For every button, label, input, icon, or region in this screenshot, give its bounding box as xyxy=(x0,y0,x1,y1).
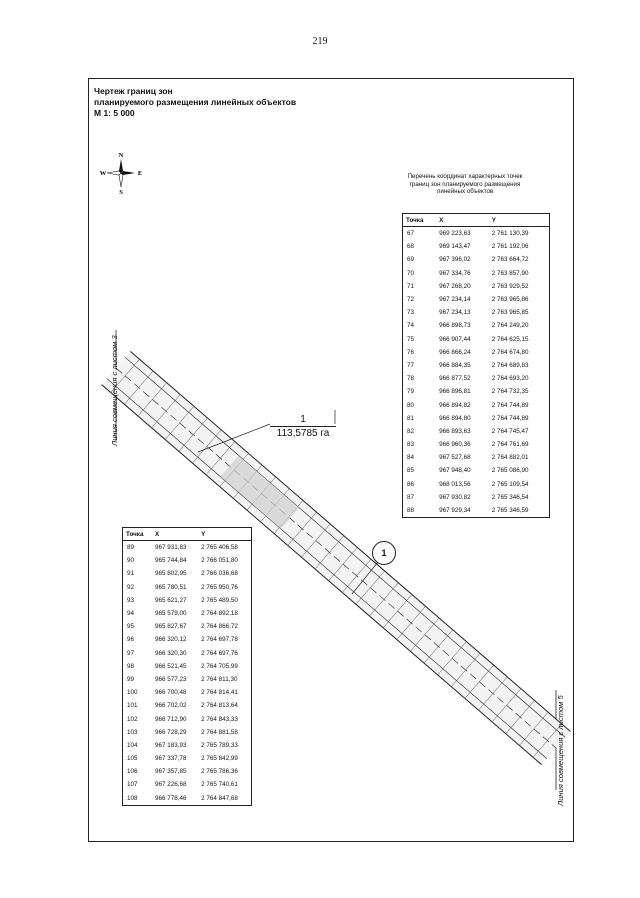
y-cell: 2 764 249,20 xyxy=(491,322,529,330)
x-cell: 967 930,82 xyxy=(439,493,471,501)
col-y: Y xyxy=(198,528,251,541)
x-cell: 965 802,95 xyxy=(154,570,187,578)
y-cell: 2 764 847,68 xyxy=(201,794,238,802)
point-cell: 80 xyxy=(407,401,415,409)
point-cell: 100 xyxy=(127,689,138,697)
x-cell: 966 521,45 xyxy=(154,662,187,670)
point-cell: 87 xyxy=(407,493,415,501)
table-row xyxy=(403,227,550,241)
x-cell: 967 183,93 xyxy=(154,741,187,749)
col-point: Точка xyxy=(403,214,437,227)
point-cell: 79 xyxy=(407,388,415,396)
y-cell: 2 764 732,35 xyxy=(491,388,529,396)
zone-circle-label: 1 xyxy=(372,541,396,565)
table-row xyxy=(123,739,252,752)
y-cell: 2 764 697,76 xyxy=(201,649,238,657)
y-cell: 2 764 866,72 xyxy=(201,623,238,631)
point-cell: 92 xyxy=(127,583,135,591)
table-row xyxy=(123,567,252,580)
x-cell: 966 893,63 xyxy=(439,427,471,435)
y-cell: 2 765 109,54 xyxy=(491,480,529,488)
match-line-left-label: Линия совмещения с листом 3 xyxy=(110,335,119,446)
coords-table-2 xyxy=(122,527,252,806)
table-row xyxy=(403,280,550,293)
point-cell: 108 xyxy=(127,794,138,802)
x-cell: 966 866,24 xyxy=(439,348,471,356)
x-cell: 967 226,68 xyxy=(154,781,187,789)
table-row xyxy=(403,319,550,332)
point-cell: 70 xyxy=(407,269,415,277)
y-cell: 2 764 745,47 xyxy=(491,427,529,435)
y-cell: 2 765 406,58 xyxy=(201,544,238,552)
zone-area-label xyxy=(270,413,336,440)
y-cell: 2 764 813,64 xyxy=(201,702,238,710)
table-row xyxy=(123,792,252,806)
x-cell: 966 896,81 xyxy=(439,388,471,396)
y-cell: 2 764 882,01 xyxy=(491,454,529,462)
table-row xyxy=(403,491,550,504)
point-cell: 102 xyxy=(127,715,138,723)
col-point: Точка xyxy=(123,528,152,541)
table-row xyxy=(123,752,252,765)
y-cell: 2 763 965,85 xyxy=(491,309,529,317)
point-cell: 88 xyxy=(407,507,415,515)
point-cell: 81 xyxy=(407,414,415,422)
table-row xyxy=(123,620,252,633)
y-cell: 2 764 811,30 xyxy=(201,675,238,683)
x-cell: 967 234,14 xyxy=(439,296,471,304)
table-row xyxy=(123,778,252,791)
x-cell: 967 234,13 xyxy=(439,309,471,317)
point-cell: 84 xyxy=(407,454,415,462)
point-cell: 68 xyxy=(407,243,415,251)
title-line-1: Чертеж границ зон xyxy=(94,86,173,96)
point-cell: 67 xyxy=(407,230,415,238)
y-cell: 2 764 697,78 xyxy=(201,636,238,644)
x-cell: 967 931,83 xyxy=(154,544,187,552)
x-cell: 966 894,80 xyxy=(439,414,471,422)
point-cell: 72 xyxy=(407,296,415,304)
table-row xyxy=(123,541,252,555)
x-cell: 967 396,02 xyxy=(439,256,471,264)
x-cell: 966 884,35 xyxy=(439,361,471,369)
table-row xyxy=(123,726,252,739)
x-cell: 966 907,44 xyxy=(439,335,471,343)
y-cell: 2 765 740,61 xyxy=(201,781,238,789)
point-cell: 99 xyxy=(127,675,135,683)
table-row xyxy=(123,647,252,660)
y-cell: 2 763 965,86 xyxy=(491,296,529,304)
table-row xyxy=(403,359,550,372)
point-cell: 74 xyxy=(407,322,415,330)
point-cell: 86 xyxy=(407,480,415,488)
x-cell: 966 702,02 xyxy=(154,702,187,710)
y-cell: 2 765 789,33 xyxy=(201,741,238,749)
x-cell: 966 577,23 xyxy=(154,675,187,683)
table-row xyxy=(123,594,252,607)
compass-w: W xyxy=(99,170,107,177)
y-cell: 2 765 786,36 xyxy=(201,768,238,776)
y-cell: 2 764 761,69 xyxy=(491,441,529,449)
coords-list-title: Перечень координат характерных точек границ зон планируемого размещения линейных объектов xyxy=(407,173,523,196)
y-cell: 2 764 744,89 xyxy=(491,401,529,409)
table-row xyxy=(403,451,550,464)
table-row xyxy=(123,660,252,673)
point-cell: 76 xyxy=(407,348,415,356)
table-row xyxy=(123,712,252,725)
compass-s: S xyxy=(119,189,123,196)
point-cell: 90 xyxy=(127,557,135,565)
x-cell: 969 143,47 xyxy=(439,243,471,251)
table-row xyxy=(403,425,550,438)
x-cell: 967 357,85 xyxy=(154,768,187,776)
x-cell: 965 827,67 xyxy=(154,623,187,631)
x-cell: 966 898,73 xyxy=(439,322,471,330)
table-row xyxy=(403,372,550,385)
point-cell: 105 xyxy=(127,755,138,763)
x-cell: 966 894,82 xyxy=(439,401,471,409)
point-cell: 107 xyxy=(127,781,138,789)
x-cell: 967 337,78 xyxy=(154,755,187,763)
x-cell: 968 013,56 xyxy=(439,480,471,488)
point-cell: 96 xyxy=(127,636,135,644)
table-row xyxy=(403,267,550,280)
x-cell: 967 948,40 xyxy=(439,467,471,475)
y-cell: 2 765 950,76 xyxy=(201,583,238,591)
table-row xyxy=(123,607,252,620)
y-cell: 2 764 705,99 xyxy=(201,662,238,670)
x-cell: 966 320,30 xyxy=(154,649,187,657)
x-cell: 967 334,76 xyxy=(439,269,471,277)
table-row xyxy=(123,581,252,594)
point-cell: 101 xyxy=(127,702,138,710)
x-cell: 966 877,52 xyxy=(439,375,471,383)
table-row xyxy=(403,253,550,266)
y-cell: 2 763 857,90 xyxy=(491,269,529,277)
y-cell: 2 764 814,41 xyxy=(201,689,238,697)
x-cell: 969 223,63 xyxy=(439,230,471,238)
y-cell: 2 765 346,54 xyxy=(491,493,529,501)
table-row xyxy=(403,504,550,518)
table-row xyxy=(403,385,550,398)
point-cell: 106 xyxy=(127,768,138,776)
col-x: X xyxy=(152,528,198,541)
point-cell: 95 xyxy=(127,623,135,631)
point-cell: 103 xyxy=(127,728,138,736)
col-y: Y xyxy=(489,214,550,227)
table-row xyxy=(123,633,252,646)
y-cell: 2 764 744,89 xyxy=(491,414,529,422)
y-cell: 2 765 842,99 xyxy=(201,755,238,763)
y-cell: 2 764 892,18 xyxy=(201,610,238,618)
x-cell: 965 780,51 xyxy=(154,583,187,591)
match-line-right-label: Линия совмещения с листом 5 xyxy=(556,695,565,806)
y-cell: 2 764 881,58 xyxy=(201,728,238,736)
x-cell: 966 960,36 xyxy=(439,441,471,449)
point-cell: 93 xyxy=(127,596,135,604)
table-row xyxy=(123,673,252,686)
table-row xyxy=(403,398,550,411)
y-cell: 2 764 693,20 xyxy=(491,375,529,383)
y-cell: 2 764 843,33 xyxy=(201,715,238,723)
point-cell: 82 xyxy=(407,427,415,435)
y-cell: 2 766 036,68 xyxy=(201,570,238,578)
y-cell: 2 766 051,80 xyxy=(201,557,238,565)
zone-area: 113,5785 га xyxy=(276,428,330,439)
point-cell: 83 xyxy=(407,441,415,449)
y-cell: 2 765 346,59 xyxy=(491,507,529,515)
x-cell: 966 728,29 xyxy=(154,728,187,736)
y-cell: 2 764 689,83 xyxy=(491,361,529,369)
x-cell: 966 700,48 xyxy=(154,689,187,697)
x-cell: 965 621,27 xyxy=(154,596,187,604)
x-cell: 967 929,34 xyxy=(439,507,471,515)
table-row xyxy=(123,699,252,712)
x-cell: 966 712,90 xyxy=(154,715,187,723)
title-line-2: планируемого размещения линейных объектов xyxy=(94,97,297,107)
zone-number: 1 xyxy=(270,413,336,427)
table-row xyxy=(403,478,550,491)
x-cell: 967 527,68 xyxy=(439,454,471,462)
x-cell: 967 268,20 xyxy=(439,282,471,290)
point-cell: 75 xyxy=(407,335,415,343)
x-cell: 966 778,46 xyxy=(154,794,187,802)
y-cell: 2 765 086,90 xyxy=(491,467,529,475)
point-cell: 73 xyxy=(407,309,415,317)
table-row xyxy=(403,333,550,346)
point-cell: 85 xyxy=(407,467,415,475)
point-cell: 89 xyxy=(127,544,135,552)
table-row xyxy=(403,293,550,306)
x-cell: 965 579,00 xyxy=(154,610,187,618)
col-x: X xyxy=(436,214,489,227)
y-cell: 2 761 192,06 xyxy=(491,243,529,251)
point-cell: 71 xyxy=(407,282,415,290)
table-row xyxy=(403,240,550,253)
title-scale: М 1: 5 000 xyxy=(94,108,135,118)
compass-e: E xyxy=(137,170,143,177)
y-cell: 2 763 929,52 xyxy=(491,282,529,290)
y-cell: 2 763 664,72 xyxy=(491,256,529,264)
table-row xyxy=(123,554,252,567)
point-cell: 104 xyxy=(127,741,138,749)
table-row xyxy=(403,346,550,359)
point-cell: 97 xyxy=(127,649,135,657)
page-number: 219 xyxy=(312,36,328,47)
point-cell: 91 xyxy=(127,570,135,578)
table-row xyxy=(403,464,550,477)
point-cell: 98 xyxy=(127,662,135,670)
point-cell: 78 xyxy=(407,375,415,383)
table-row xyxy=(403,438,550,451)
table-row xyxy=(403,412,550,425)
table-row xyxy=(403,306,550,319)
table-row xyxy=(123,686,252,699)
table-row xyxy=(123,765,252,778)
y-cell: 2 764 674,80 xyxy=(491,348,529,356)
compass-n: N xyxy=(118,152,124,159)
y-cell: 2 761 130,39 xyxy=(491,230,529,238)
x-cell: 965 744,84 xyxy=(154,557,187,565)
point-cell: 77 xyxy=(407,361,415,369)
coords-table-1 xyxy=(402,213,550,518)
point-cell: 69 xyxy=(407,256,415,264)
y-cell: 2 765 489,50 xyxy=(201,596,238,604)
y-cell: 2 764 625,15 xyxy=(491,335,529,343)
x-cell: 966 320,12 xyxy=(154,636,187,644)
point-cell: 94 xyxy=(127,610,135,618)
